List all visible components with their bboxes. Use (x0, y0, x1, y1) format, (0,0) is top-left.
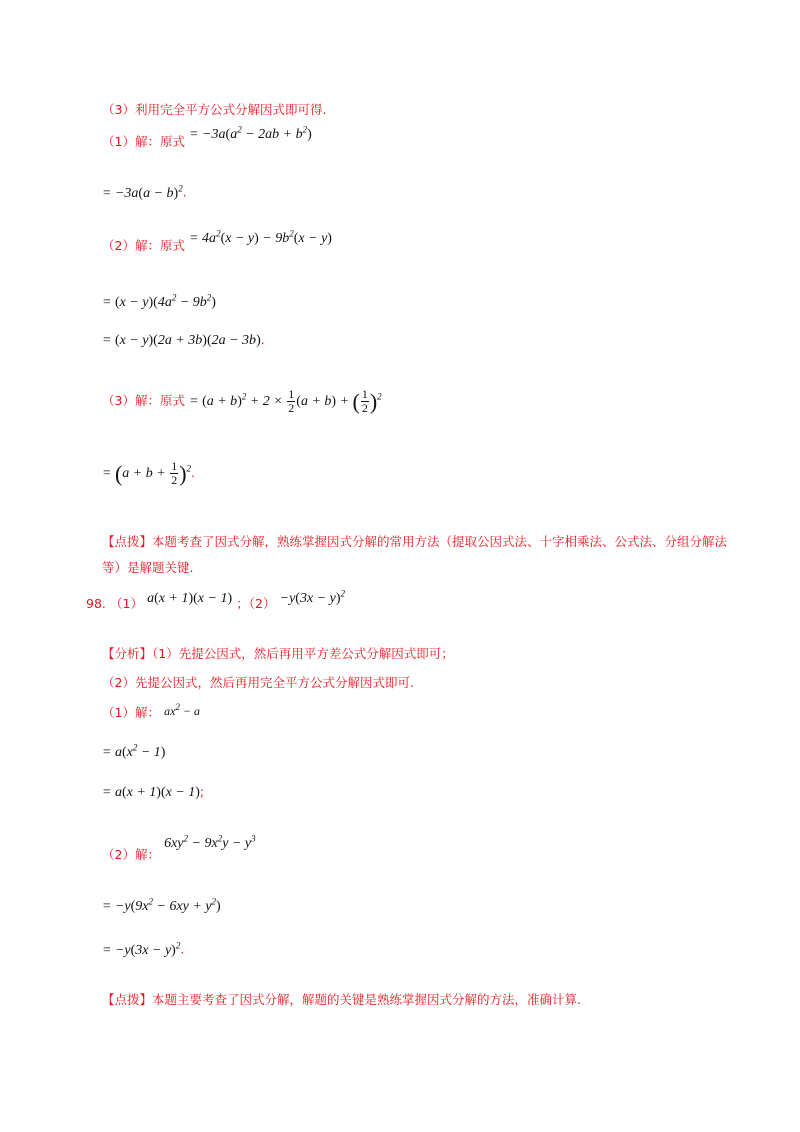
tip-paragraph-2: 【点拨】本题主要考查了因式分解，解题的关键是熟练掌握因式分解的方法，准确计算. (102, 992, 581, 1007)
math-expression: = $4a^2(x - y) - 9b^2(x - y)$ (189, 228, 332, 246)
math-expression: = (a + b + $\frac{1}{2}$ )$^2$ (102, 459, 192, 488)
math-expression: $6xy^2 - 9x^2y - y^3$ (164, 833, 256, 851)
period: . (182, 185, 187, 200)
solution-label: （1）解： (102, 705, 160, 720)
math-expression: = $a(x^2 - 1)$ (102, 742, 166, 760)
math-expression: = $-3a(a - b)^2$ (102, 183, 183, 201)
math-expression: $ax^2 - a$ (164, 702, 201, 718)
math-expression: = $-3a(a^2 - 2ab + b^2)$ (189, 124, 312, 142)
solution-2-line-2 (102, 292, 216, 311)
fraction: $\frac{1}{2}$ (171, 459, 178, 488)
analysis-line-1: 【分析】（1）先提公因式，然后再用平方差公式分解因式即可； (102, 646, 454, 661)
solution-2-line-1 (102, 228, 332, 255)
sol98-1-line-2 (102, 742, 165, 761)
period: . (260, 333, 265, 347)
math-expression: = $-y(9x^2 - 6xy + y^2)$ (102, 896, 221, 914)
question-number: 98. (86, 596, 106, 611)
part-label: ；（2） (236, 596, 276, 611)
sol98-1-line-3 (102, 785, 204, 801)
period: . (180, 942, 185, 957)
period: . (191, 465, 195, 480)
question-98-answer (86, 588, 346, 613)
math-expression: = $(x - y)(4a^2 - 9b^2)$ (102, 292, 216, 310)
math-expression: = a(x + 1)(x − 1) (102, 785, 200, 800)
sol98-2-line-3 (102, 940, 184, 959)
analysis-line-2: （2）先提公因式，然后再用完全平方公式分解因式即可. (102, 675, 414, 690)
solution-label: （2）解：原式 (102, 238, 185, 253)
fraction: $\frac{1}{2}$ (288, 387, 295, 416)
fraction: $\frac{1}{2}$ (361, 387, 368, 416)
tip-paragraph-1: 【点拨】本题考查了因式分解，熟练掌握因式分解的常用方法（提取公因式法、十字相乘法、公式法、分组分解法等）是解题关键. (102, 534, 728, 575)
solution-label: （2）解： (102, 847, 160, 862)
sol98-1-line-1 (102, 703, 200, 721)
solution-3-line-1 (102, 388, 382, 415)
math-expression: = (x − y)(2a + 3b)(2a − 3b) (102, 333, 261, 348)
sol98-2-line-1 (102, 833, 256, 864)
solution-1-line-2 (102, 183, 187, 202)
math-expression: $-y(3x - y)^2$ (279, 588, 346, 606)
math-expression: = $(a + b)^2 + 2$ × $\frac{1}{2}$ (a + b) + ( $\frac{1}{2}$ )$^2$ (189, 387, 382, 416)
solution-1-line-1 (102, 124, 312, 151)
math-expression: a(x + 1)(x − 1) (147, 591, 233, 606)
solution-label: （3）解：原式 (102, 392, 185, 408)
solution-3-line-2 (102, 460, 195, 487)
solution-label: （1）解：原式 (102, 134, 185, 149)
semicolon: ; (199, 785, 205, 799)
intro-step-3: （3）利用完全平方公式分解因式即可得. (102, 102, 327, 117)
solution-2-line-3 (102, 333, 265, 349)
part-label: （1） (110, 596, 143, 611)
math-expression: = $-y(3x - y)^2$ (102, 940, 181, 958)
sol98-2-line-2 (102, 896, 221, 915)
